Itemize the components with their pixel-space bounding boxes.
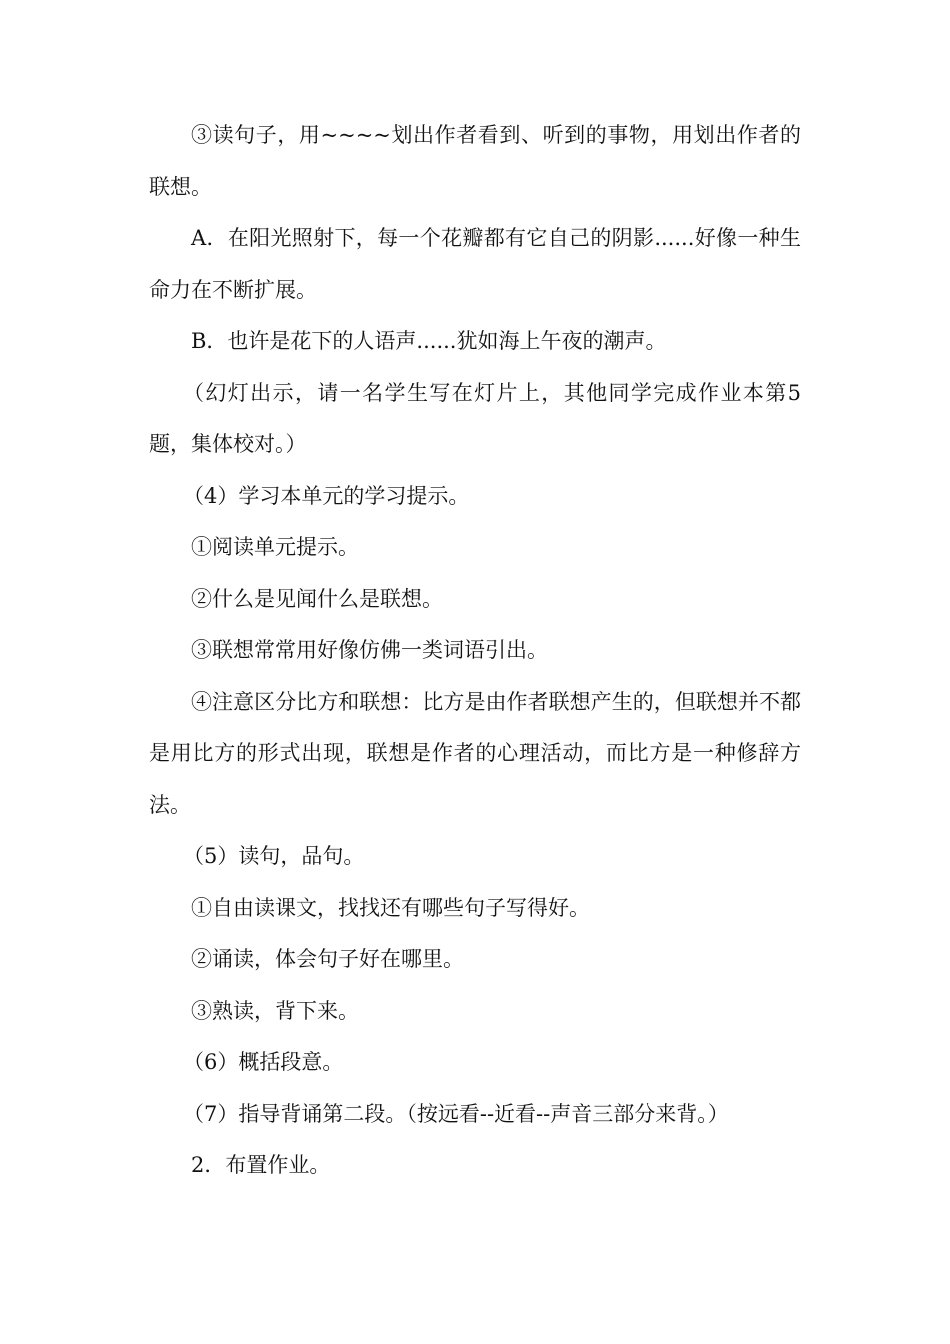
paragraph-step-4-item-1: ①阅读单元提示。 — [191, 535, 359, 559]
paragraph-sentence-b: B．也许是花下的人语声......犹如海上午夜的潮声。 — [191, 329, 667, 353]
paragraph-step-4-item-4: ④注意区分比方和联想：比方是由作者联想产生的，但联想并不都是用比方的形式出现，联想是作者的心理活动，而比方是一种修辞方法。 — [149, 689, 801, 817]
document-body — [149, 110, 801, 1192]
paragraph-homework: 2．布置作业。 — [191, 1153, 331, 1177]
paragraph-step-5-item-2: ②诵读，体会句子好在哪里。 — [191, 947, 464, 971]
paragraph-step-6: （6）概括段意。 — [183, 1050, 344, 1074]
paragraph-step-5: （5）读句，品句。 — [183, 844, 365, 868]
paragraph-reading-task: ③读句子，用~~~~划出作者看到、听到的事物，用划出作者的联想。 — [149, 123, 801, 199]
paragraph-slide-note: （幻灯出示，请一名学生写在灯片上，其他同学完成作业本第5题，集体校对。） — [149, 380, 801, 456]
paragraph-sentence-a: A．在阳光照射下，每一个花瓣都有它自己的阴影......好像一种生命力在不断扩展。 — [149, 226, 801, 302]
paragraph-step-4-item-3: ③联想常常用好像仿佛一类词语引出。 — [191, 638, 548, 662]
paragraph-step-4: （4）学习本单元的学习提示。 — [183, 483, 470, 508]
paragraph-step-5-item-3: ③熟读，背下来。 — [191, 998, 359, 1023]
paragraph-step-5-item-1: ①自由读课文，找找还有哪些句子写得好。 — [191, 895, 590, 920]
paragraph-step-4-item-2: ②什么是见闻什么是联想。 — [191, 586, 443, 611]
paragraph-step-7: （7）指导背诵第二段。（按远看--近看--声音三部分来背。） — [183, 1101, 729, 1126]
